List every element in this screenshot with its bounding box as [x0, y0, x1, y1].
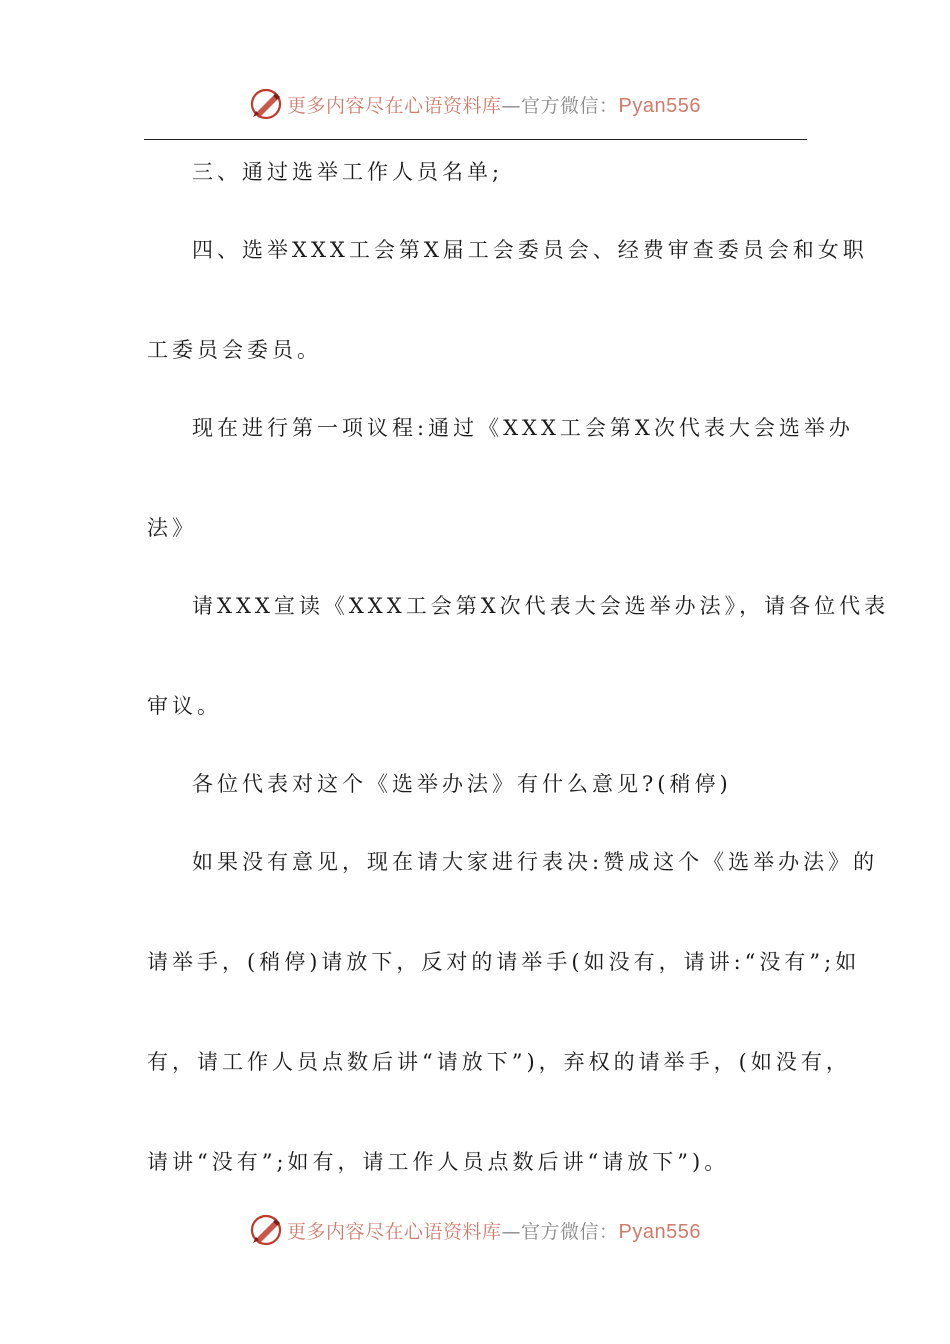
- body-line-4: 现在进行第一项议程:通过《XXX工会第X次代表大会选举办: [192, 416, 854, 440]
- header-brand-text: 更多内容尽在心语资料库: [287, 94, 502, 117]
- header-dash: —: [501, 94, 522, 117]
- body-line-12: 请讲“没有”;如有，请工作人员点数后讲“请放下”)。: [147, 1150, 730, 1174]
- body-line-5: 法》: [147, 516, 197, 540]
- header-wechat-label: 官方微信：: [521, 94, 619, 117]
- body-line-10: 请举手，(稍停)请放下，反对的请举手(如没有，请讲:“没有”;如: [147, 950, 861, 974]
- body-line-9: 如果没有意见，现在请大家进行表决:赞成这个《选举办法》的: [192, 850, 879, 874]
- header-divider: [144, 139, 807, 140]
- pen-logo-icon: [249, 1213, 283, 1247]
- body-line-7: 审议。: [147, 694, 222, 718]
- footer-brand-text: 更多内容尽在心语资料库: [287, 1220, 502, 1243]
- footer-dash: —: [501, 1220, 522, 1243]
- body-line-11: 有，请工作人员点数后讲“请放下”)，弃权的请举手，(如没有，: [147, 1050, 851, 1074]
- body-line-6: 请XXX宣读《XXX工会第X次代表大会选举办法》，请各位代表: [192, 594, 890, 618]
- body-line-2: 四、选举XXX工会第X届工会委员会、经费审查委员会和女职: [192, 238, 868, 262]
- footer-banner: [0, 1208, 950, 1252]
- body-line-3: 工委员会委员。: [147, 338, 322, 362]
- footer-wechat-id: Pyan556: [618, 1220, 701, 1243]
- header-wechat-id: Pyan556: [618, 94, 701, 117]
- body-line-1: 三、通过选举工作人员名单;: [192, 160, 504, 184]
- pen-logo-icon: [249, 87, 283, 121]
- body-line-8: 各位代表对这个《选举办法》有什么意见?(稍停): [192, 772, 732, 796]
- footer-wechat-label: 官方微信：: [521, 1220, 619, 1243]
- header-banner: [0, 82, 950, 126]
